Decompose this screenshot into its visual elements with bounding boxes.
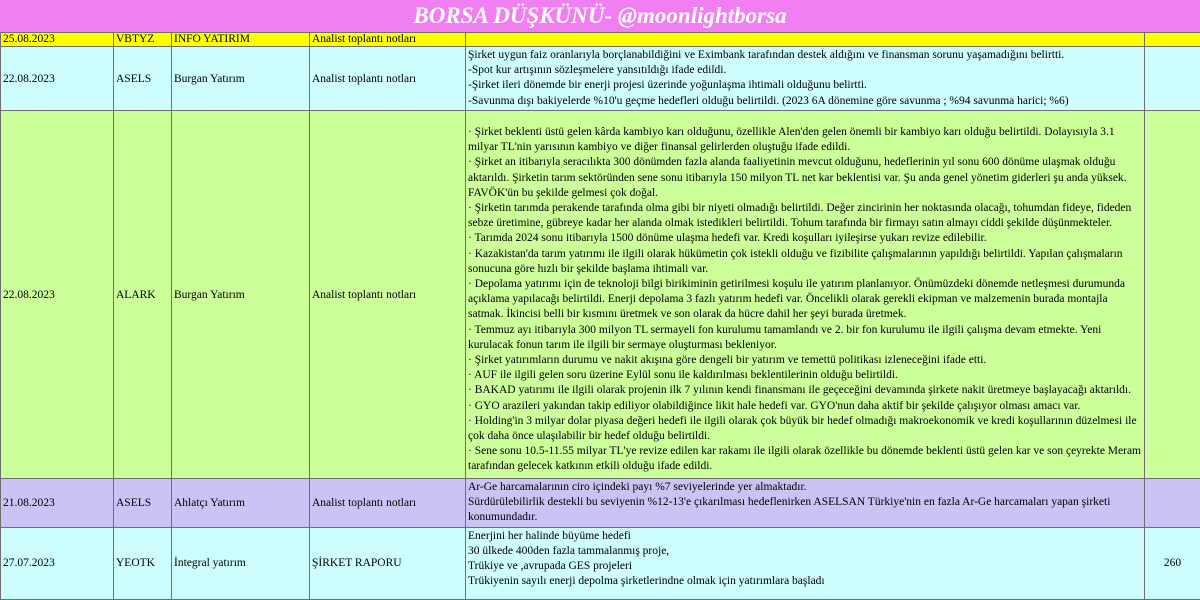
- date-cell: 22.08.2023: [1, 47, 114, 111]
- ticker-cell: VBTYZ: [114, 33, 172, 47]
- ticker-cell: ALARK: [114, 111, 172, 479]
- note-line: Trükiyenin sayılı enerji depolma şirketlerindne olmak için yatırımlara başladı: [468, 574, 1142, 589]
- notes-cell: [466, 479, 1145, 528]
- note-line: · Şirket an itibarıyla seracılıkta 300 dönümden fazla alanda faaliyetinin mevcut olduğunu, hedeflerinin yıl sonu 600 dönüme ulaşmak olduğu aktarıldı. Şirketin tarım sektöründen sene sonu itibarıyla 150 milyon TL net kar beklentisi var. Şu anda genel yönetim giderleri şu anda yüksek. FAVÖK'ün bu şekilde gelmesi çok doğal.: [468, 155, 1142, 201]
- note-line: · GYO arazileri yakından takip ediliyor olabildiğince likit hale hedefi var. GYO'nun daha aktif bir şekilde çalışıyor olması amacı var.: [468, 399, 1142, 414]
- note-line: · Temmuz ayı itibarıyla 300 milyon TL sermayeli fon kurulumu tamamlandı ve 2. bir fon kurulumu ile ilgili çalışma devam etmekte. Yeni kurulacak fonun tarım ile ilgili bir sermaye oluşturması bekleniyor.: [468, 323, 1142, 353]
- broker-cell: İntegral yatırım: [172, 527, 310, 599]
- note-line: · Holding'in 3 milyar dolar piyasa değeri hedefi ile ilgili olarak çok büyük bir hedef olmadığı makroekonomik ve kredi koşullarının düzelmesi ile çok daha önce ulaşılabilir bir hedef olduğu belirtildi.: [468, 414, 1142, 444]
- broker-cell: INFO YATIRIM: [172, 33, 310, 47]
- date-cell: 21.08.2023: [1, 479, 114, 528]
- table-row: [1, 527, 1200, 599]
- date-cell: 27.07.2023: [1, 527, 114, 599]
- note-line: · Şirket yatırımların durumu ve nakit akışına göre dengeli bir yatırım ve temettü politikası izleneceğini ifade etti.: [468, 353, 1142, 368]
- type-cell: ŞİRKET RAPORU: [310, 527, 466, 599]
- extra-cell: [1145, 47, 1200, 111]
- note-line: -Spot kur artışının sözleşmelere yansıtıldığı ifade edildi.: [468, 63, 1142, 78]
- note-line: · Tarımda 2024 sonu itibarıyla 1500 dönüme ulaşma hedefi var. Kredi koşulları iyileşirse yukarı revize edilebilir.: [468, 231, 1142, 246]
- extra-cell: [1145, 479, 1200, 528]
- date-cell: 25.08.2023: [1, 33, 114, 47]
- ticker-cell: YEOTK: [114, 527, 172, 599]
- type-cell: Analist toplantı notları: [310, 479, 466, 528]
- note-line: Sürdürülebilirlik destekli bu seviyenin %12-13'e çıkarılması hedeflenirken ASELSAN Türkiye'nin en fazla Ar-Ge harcamaları yapan şirketi konumundadır.: [468, 495, 1142, 525]
- type-cell: Analist toplantı notları: [310, 33, 466, 47]
- broker-cell: Burgan Yatırım: [172, 111, 310, 479]
- table-row: [1, 479, 1200, 528]
- page-banner: BORSA DÜŞKÜNÜ- @moonlightborsa: [0, 0, 1200, 32]
- table-row: [1, 33, 1200, 47]
- table-row: [1, 47, 1200, 111]
- date-cell: 22.08.2023: [1, 111, 114, 479]
- note-line: · Kazakistan'da tarım yatırımı ile ilgili olarak hükümetin çok istekli olduğu ve fizibilite çalışmalarının yapıldığı belirtildi. Yapılan çalışmaların sonucuna göre hızlı bir şekilde başlama ihtimali var.: [468, 247, 1142, 277]
- notes-cell: [466, 111, 1145, 479]
- table-row: [1, 111, 1200, 479]
- note-line: · Şirketin tarımda perakende tarafında olma gibi bir niyeti olmadığı belirtildi. Değer zincirinin her noktasında olacağı, tohumdan fideye, fideden sebze üretimine, gübreye kadar her alanda olmak istedikleri belirtildi. Tohum tarafında bir firmayı satın almayı ciddi şekilde düşünmekteler.: [468, 201, 1142, 231]
- notes-table: [0, 32, 1200, 600]
- note-line: Enerjini her halinde büyüme hedefi: [468, 529, 1142, 544]
- note-line: Şirket uygun faiz oranlarıyla borçlanabildiğini ve Eximbank tarafından destek aldığını ve finansman sorunu yaşamadığını belirtti.: [468, 48, 1142, 63]
- note-line: · Şirket beklenti üstü gelen kârda kambiyo karı olduğunu, özellikle Alen'den gelen önemli bir kambiyo karı olduğu belirtildi. Dolayısıyla 3.1 milyar TL'nin yarısının kambiyo ve diğer finansal gelirlerden oluştuğu ifade edildi.: [468, 125, 1142, 155]
- note-line: -Savunma dışı bakiyelerde %10'u geçme hedefleri olduğu belirtildi. (2023 6A dönemine göre savunma ; %94 savunma harici; %6): [468, 94, 1142, 109]
- notes-cell: [466, 527, 1145, 599]
- extra-cell: [1145, 33, 1200, 47]
- broker-cell: Burgan Yatırım: [172, 47, 310, 111]
- notes-cell: [466, 47, 1145, 111]
- broker-cell: Ahlatçı Yatırım: [172, 479, 310, 528]
- note-line: Trükiye ve ,avrupada GES projeleri: [468, 559, 1142, 574]
- extra-cell: 260: [1145, 527, 1200, 599]
- note-line: -Şirket ileri dönemde bir enerji projesi üzerinde yoğunlaşma ihtimali olduğunu belirtti.: [468, 78, 1142, 93]
- type-cell: Analist toplantı notları: [310, 47, 466, 111]
- note-line: Ar-Ge harcamalarının ciro içindeki payı %7 seviyelerinde yer almaktadır.: [468, 480, 1142, 495]
- note-line: · Depolama yatırımı için de teknoloji bilgi birikiminin getirilmesi koşulu ile yatırım planlanıyor. Önümüzdeki dönemde netleşmesi durumunda açıklama yapılacağı belirtildi. Enerji depolama 3 fazlı yatırım hedefi var. Öncelikli olarak gerekli ekipman ve malzemenin burada montajla satmak. İkincisi belli bir kısmını üretmek ve son olarak da hücre dahil her şeyi burada üretmek.: [468, 277, 1142, 323]
- notes-cell: [466, 33, 1145, 47]
- note-line: · AUF ile ilgili gelen soru üzerine Eylül sonu ile kaldırılması beklentilerinin olduğu belirtildi.: [468, 368, 1142, 383]
- note-line: · BAKAD yatırımı ile ilgili olarak projenin ilk 7 yılının kendi finansmanı ile geçeceğini devamında şirkete nakit üretmeye başlayacağı aktarıldı.: [468, 383, 1142, 398]
- note-line: 30 ülkede 400den fazla tammalanmış proje,: [468, 544, 1142, 559]
- ticker-cell: ASELS: [114, 479, 172, 528]
- extra-cell: [1145, 111, 1200, 479]
- ticker-cell: ASELS: [114, 47, 172, 111]
- type-cell: Analist toplantı notları: [310, 111, 466, 479]
- note-line: · Sene sonu 10.5-11.55 milyar TL'ye revize edilen kar rakamı ile ilgili olarak özellikle bu dönemde beklenti üstü gelen kar ve son çeyrekte Meram tarafından gelecek katkının etkili olduğu ifade edildi.: [468, 444, 1142, 474]
